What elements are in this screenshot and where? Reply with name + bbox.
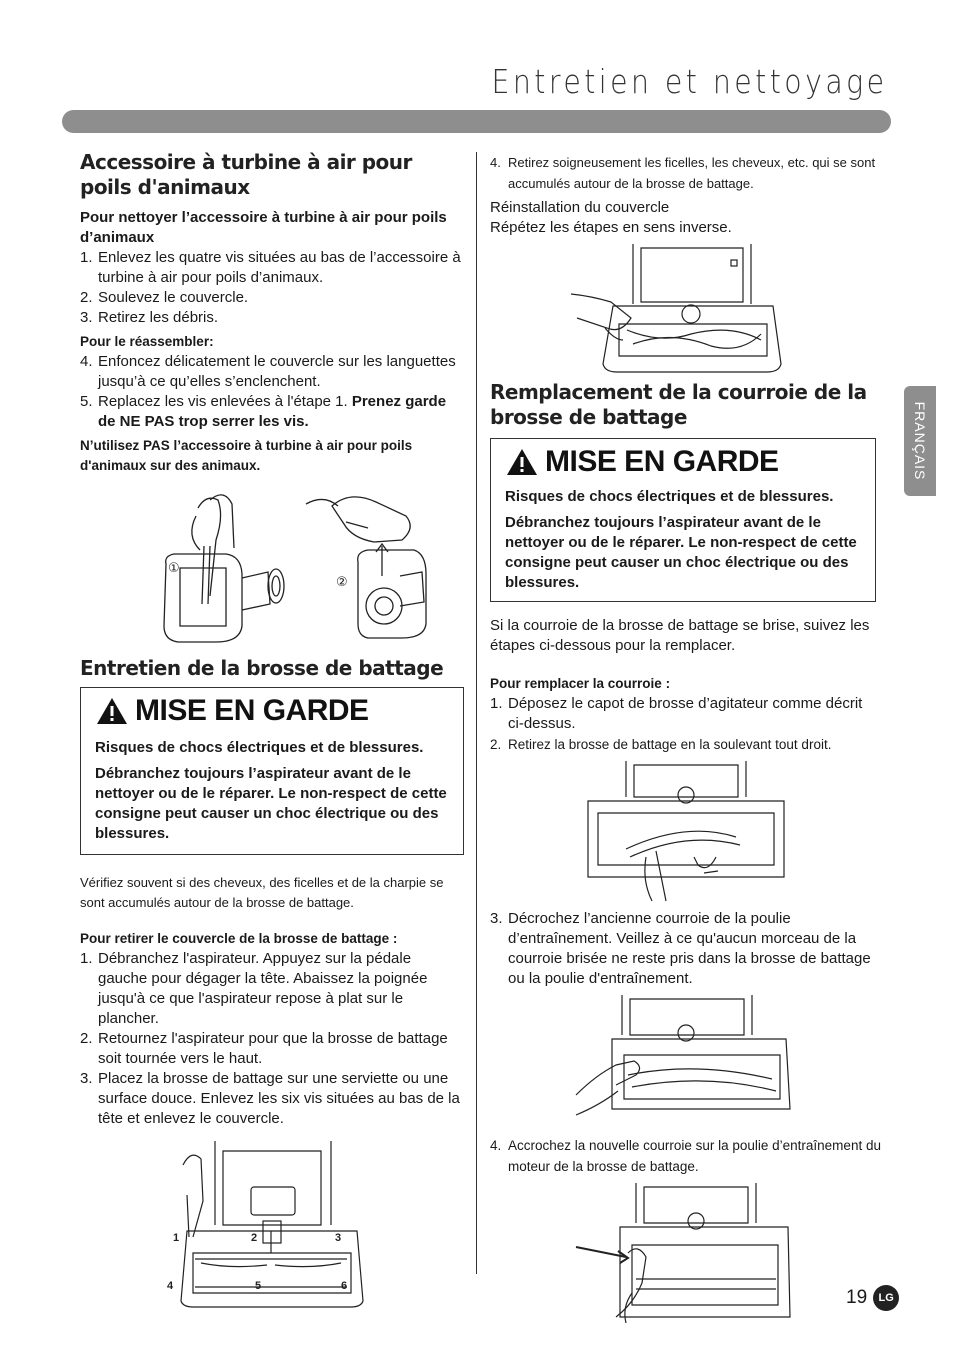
- list-item: 1. Débranchez l'aspirateur. Appuyez sur la pédale gauche pour dégager la tête. Abaissez la poignée jusqu'à ce que l'aspirateur repose à plat sur le plancher.: [80, 950, 428, 1027]
- right-column: [490, 152, 882, 1323]
- screw-label-4: 4: [167, 1280, 174, 1292]
- list-item: 2. Retirez la brosse de battage en la soulevant tout droit.: [490, 737, 832, 752]
- reassemble-subheading: Pour le réassembler:: [80, 334, 214, 349]
- page-number: [846, 1285, 899, 1311]
- list-item: 2. Soulevez le couvercle.: [80, 289, 249, 306]
- warning-text-2: Débranchez toujours l’aspirateur avant de le nettoyer ou de le réparer. Le non-respect de cette consigne peut causer un choc électrique ou des blessures.: [95, 765, 447, 842]
- list-item: 4. Enfoncez délicatement le couvercle sur les languettes jusqu’à ce qu’elles s’enclenchent.: [80, 353, 456, 390]
- warning-text-1: Risques de chocs électriques et de blessures.: [505, 488, 834, 505]
- brush-head-screws-illustration: [167, 1141, 371, 1311]
- screw-label-6: 6: [341, 1280, 348, 1292]
- remove-cover-subheading: Pour retirer le couvercle de la brosse de battage :: [80, 931, 398, 946]
- screw-label-3: 3: [335, 1232, 342, 1244]
- reinstall-title: Réinstallation du couvercle: [490, 199, 670, 216]
- replace-belt-subheading: Pour remplacer la courroie :: [490, 676, 671, 691]
- language-tab-label: FRANÇAIS: [912, 401, 928, 481]
- warning-icon: [505, 447, 539, 477]
- list-item: 2. Retournez l'aspirateur pour que la brosse de battage soit tournée vers le haut.: [80, 1030, 448, 1067]
- list-item: 4. Retirez soigneusement les ficelles, les cheveux, etc. qui se sont accumulés autour de la brosse de battage.: [490, 155, 876, 191]
- warning-title: MISE EN GARDE: [545, 445, 779, 478]
- turbine-heading: Accessoire à turbine à air pour poils d'animaux: [80, 150, 412, 199]
- brush-heading: Entretien de la brosse de battage: [80, 656, 444, 680]
- page-title: Entretien et nettoyage: [491, 62, 888, 101]
- check-paragraph: Vérifiez souvent si des cheveux, des ficelles et de la charpie se sont accumulés autour de la brosse de battage.: [80, 875, 444, 910]
- warning-text-2: Débranchez toujours l’aspirateur avant de le nettoyer ou de le réparer. Le non-respect de cette consigne peut causer un choc électrique ou des blessures.: [505, 514, 857, 591]
- page-number-text: 19: [846, 1287, 868, 1308]
- turbine-tool-illustration: [106, 486, 436, 646]
- warning-text-1: Risques de chocs électriques et de blessures.: [95, 739, 424, 756]
- attach-belt-illustration: [576, 1183, 796, 1323]
- list-item: 5. Replacez les vis enlevées à l'étape 1. Prenez garde de NE PAS trop serrer les vis.: [80, 393, 447, 430]
- list-item: 3. Décrochez l’ancienne courroie de la poulie d’entraînement. Veillez à ce qu'aucun morceau de la courroie brisée ne reste pris dans la brosse de battage ou la poulie d'entraînement.: [490, 910, 871, 987]
- list-item: 3. Placez la brosse de battage sur une serviette ou une surface douce. Enlevez les six vis situées au bas de la tête et enlevez le couvercle.: [80, 1070, 460, 1127]
- title-bar: [62, 110, 891, 133]
- unhook-belt-illustration: [576, 995, 796, 1129]
- warning-icon: [95, 696, 129, 726]
- lift-brush-illustration: [586, 761, 786, 901]
- warning-title: MISE EN GARDE: [135, 694, 369, 727]
- column-divider: [476, 152, 477, 1274]
- figure-label-2: ②: [336, 575, 348, 590]
- list-item: 1. Enlevez les quatre vis situées au bas de l’accessoire à turbine à air pour poils d’animaux.: [80, 249, 461, 286]
- list-item: 3. Retirez les débris.: [80, 309, 219, 326]
- language-tab: [904, 386, 936, 496]
- list-item: 4. Accrochez la nouvelle courroie sur la poulie d’entraînement du moteur de la brosse de battage.: [490, 1138, 881, 1174]
- turbine-clean-subheading: Pour nettoyer l’accessoire à turbine à air pour poils d’animaux: [80, 209, 447, 246]
- brush-cleaning-illustration: [571, 244, 801, 374]
- list-item: 1. Déposez le capot de brosse d’agitateur comme décrit ci-dessus.: [490, 695, 863, 732]
- lg-logo-icon: LG: [873, 1285, 899, 1311]
- left-column: [80, 150, 462, 1311]
- pet-warning-note: N’utilisez PAS l’accessoire à turbine à air pour poils d'animaux sur des animaux.: [80, 438, 413, 473]
- warning-box: [490, 438, 876, 602]
- screw-label-1: 1: [173, 1232, 180, 1244]
- screw-label-5: 5: [255, 1280, 262, 1292]
- belt-heading: Remplacement de la courroie de la brosse de battage: [490, 380, 867, 429]
- reinstall-text: Répétez les étapes en sens inverse.: [490, 219, 732, 236]
- screw-label-2: 2: [251, 1232, 258, 1244]
- figure-label-1: ①: [168, 561, 180, 576]
- warning-box: [80, 687, 464, 855]
- belt-intro: Si la courroie de la brosse de battage se brise, suivez les étapes ci-dessous pour la remplacer.: [490, 617, 870, 654]
